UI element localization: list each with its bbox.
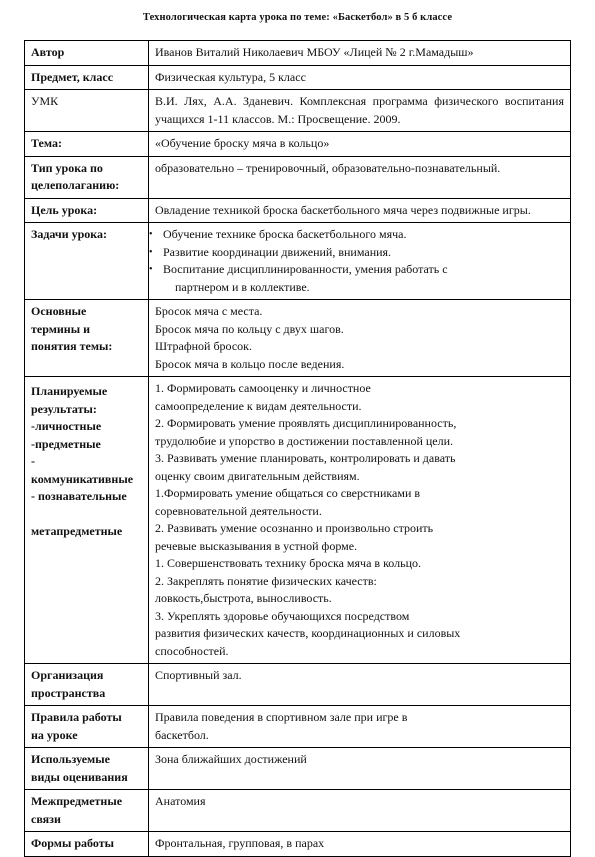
result-line: 1. Совершенствовать технику броска мяча в кольцо.: [155, 556, 422, 570]
subject-value: Физическая культура, 5 класс: [149, 65, 571, 90]
result-line: трудолюбие и упорство в достижении поставленной цели.: [155, 433, 454, 448]
result-line: самоопределение к видам деятельности.: [155, 398, 362, 413]
row-assessment: [25, 748, 571, 790]
terms-value: [149, 300, 571, 377]
assessment-label-line: Используемые: [31, 752, 110, 766]
row-results: [25, 377, 571, 664]
results-value: [149, 377, 571, 664]
result-line: 2. Развивать умение осознанно и произвольно строить: [155, 521, 434, 535]
subject-label: Предмет, класс: [25, 65, 149, 90]
row-goal: [25, 198, 571, 223]
rules-label-line: Правила работы: [31, 710, 122, 724]
space-label: [25, 664, 149, 706]
tasks-label: Задачи урока:: [25, 223, 149, 300]
row-tasks: [25, 223, 571, 300]
term-item: Бросок мяча по кольцу с двух шагов.: [155, 321, 344, 336]
lesson-card-table: [24, 40, 571, 857]
links-label-line: связи: [31, 811, 61, 826]
topic-value: «Обучение броску мяча в кольцо»: [149, 132, 571, 157]
rules-value: Правила поведения в спортивном зале при игре в баскетбол.: [149, 706, 571, 748]
row-links: [25, 790, 571, 832]
author-value: Иванов Виталий Николаевич МБОУ «Лицей № 2 г.Мамадыш»: [149, 41, 571, 66]
goal-value: Овладение техникой броска баскетбольного мяча через подвижные игры.: [149, 198, 571, 223]
task-item: • Обучение технике броска баскетбольного мяча.: [155, 226, 564, 244]
task-item: • Воспитание дисциплинированности, умения работать с: [155, 261, 564, 279]
links-label-line: Межпредметные: [31, 794, 123, 808]
document-title: Технологическая карта урока по теме: «Баскетбол» в 5 б классе: [142, 12, 453, 23]
result-line: оценку своим двигательным действиям.: [155, 468, 360, 483]
row-rules: [25, 706, 571, 748]
results-label-line: результаты:: [31, 401, 97, 416]
result-line: 2. Формировать умение проявлять дисциплинированность,: [155, 416, 457, 430]
links-label: [25, 790, 149, 832]
tasks-value: [149, 223, 571, 300]
lesson-type-value: образовательно – тренировочный, образовательно-познавательный.: [149, 156, 571, 198]
row-terms: [25, 300, 571, 377]
results-label-line: -: [31, 454, 35, 468]
row-author: [25, 41, 571, 66]
term-item: Бросок мяча с места.: [155, 304, 263, 318]
results-label: [25, 377, 149, 664]
result-line: 3. Укреплять здоровье обучающихся посредством: [155, 608, 410, 623]
results-label-line: -личностные: [31, 419, 102, 433]
results-label-gap: [31, 506, 142, 523]
result-line: ловкость,быстрота, выносливость.: [155, 591, 332, 605]
row-forms: [25, 832, 571, 857]
rules-label-line: на уроке: [31, 727, 78, 742]
results-label-line: -предметные: [31, 436, 101, 451]
assessment-value: Зона ближайших достижений: [149, 748, 571, 790]
result-line: 3. Развивать умение планировать, контролировать и давать: [155, 451, 456, 465]
links-value: Анатомия: [149, 790, 571, 832]
result-line: соревновательной деятельности.: [155, 503, 322, 518]
results-label-meta: метапредметные: [31, 523, 123, 538]
topic-label: Тема:: [25, 132, 149, 157]
terms-label: [25, 300, 149, 377]
terms-label-line: Основные: [31, 304, 87, 318]
results-label-line: Планируемые: [31, 384, 108, 398]
results-label-line: коммуникативные: [31, 471, 134, 486]
term-item: Штрафной бросок.: [155, 339, 253, 353]
umk-value: В.И. Лях, А.А. Зданевич. Комплексная программа физического воспитания учащихся 1-11 классов. М.: Просвещение. 2009.: [149, 90, 571, 132]
forms-value: Фронтальная, групповая, в парах: [149, 832, 571, 857]
result-line: способностей.: [155, 643, 229, 658]
row-lesson-type: [25, 156, 571, 198]
goal-label: Цель урока:: [25, 198, 149, 223]
row-topic: [25, 132, 571, 157]
task-item-continuation: партнером и в коллективе.: [175, 279, 310, 294]
terms-label-line: понятия темы:: [31, 339, 113, 353]
result-line: 2. Закреплять понятие физических качеств:: [155, 573, 377, 588]
task-item: • Развитие координации движений, внимания.: [155, 244, 564, 262]
space-value: Спортивный зал.: [149, 664, 571, 706]
rules-label: [25, 706, 149, 748]
assessment-label-line: виды оценивания: [31, 769, 128, 784]
lesson-type-label: Тип урока по целеполаганию:: [25, 156, 149, 198]
space-label-line: Организация: [31, 668, 104, 682]
umk-label: УМК: [25, 90, 149, 132]
result-line: 1. Формировать самооценку и личностное: [155, 381, 371, 395]
assessment-label: [25, 748, 149, 790]
row-umk: [25, 90, 571, 132]
author-label: Автор: [25, 41, 149, 66]
term-item: Бросок мяча в кольцо после ведения.: [155, 356, 345, 371]
forms-label: Формы работы: [25, 832, 149, 857]
result-line: развития физических качеств, координационных и силовых: [155, 626, 461, 640]
result-line: 1.Формировать умение общаться со сверстниками в: [155, 486, 421, 500]
space-label-line: пространства: [31, 685, 106, 700]
terms-label-line: термины и: [31, 321, 90, 336]
row-space: [25, 664, 571, 706]
result-line: речевые высказывания в устной форме.: [155, 538, 358, 553]
results-label-line: - познавательные: [31, 489, 127, 503]
row-subject: [25, 65, 571, 90]
